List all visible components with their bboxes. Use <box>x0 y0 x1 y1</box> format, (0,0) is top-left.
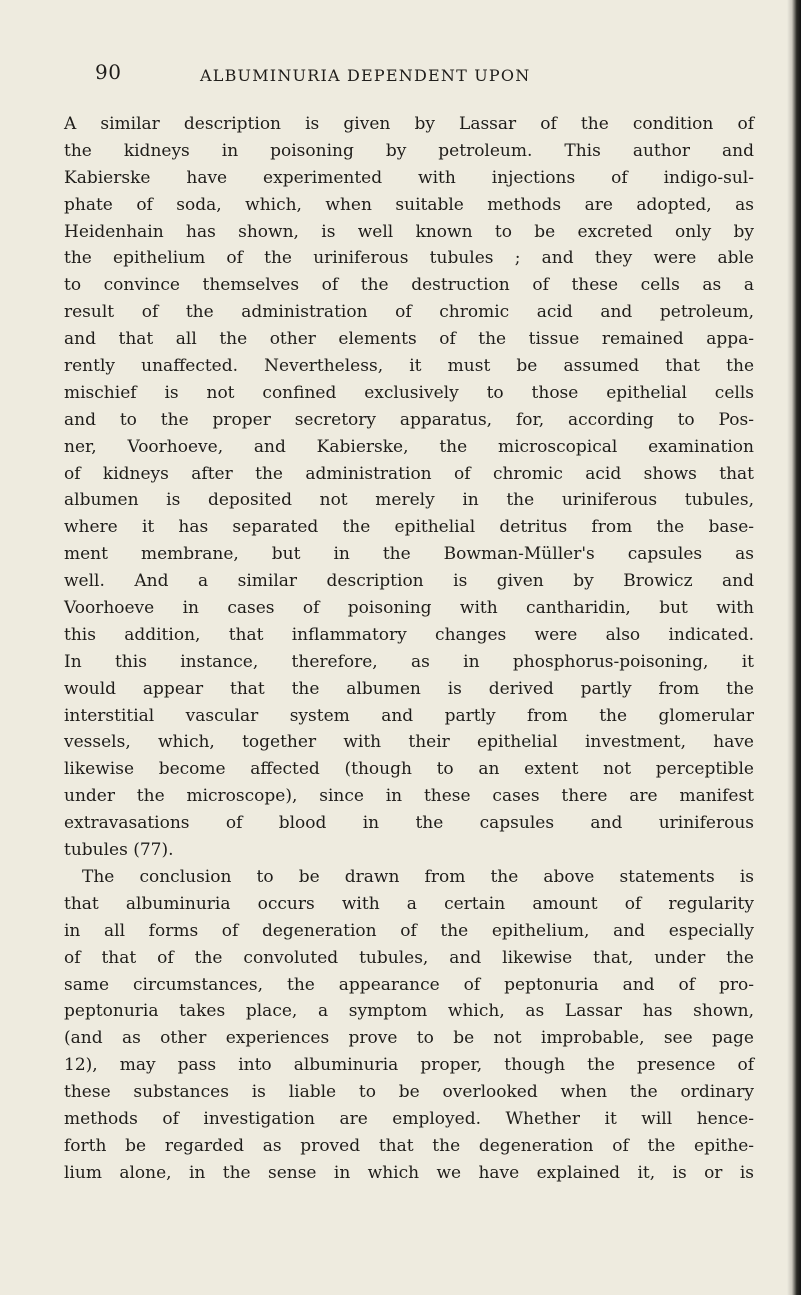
text-line: lium alone, in the sense in which we have explained it, is or is <box>64 1162 754 1183</box>
text-line: Heidenhain has shown, is well known to be excreted only by <box>64 221 754 242</box>
text-line: of that of the convoluted tubules, and likewise that, under the <box>64 947 754 968</box>
body-text <box>64 111 754 1187</box>
text-line: ner, Voorhoeve, and Kabierske, the microscopical examination <box>64 436 754 457</box>
text-line: these substances is liable to be overlooked when the ordinary <box>64 1082 754 1103</box>
text-line: tubules (77). <box>64 840 174 861</box>
text-line: of kidneys after the administration of chromic acid shows that <box>64 463 754 484</box>
text-line: the kidneys in poisoning by petroleum. This author and <box>64 140 754 161</box>
text-line: (and as other experiences prove to be not improbable, see page <box>64 1028 754 1049</box>
text-line: extravasations of blood in the capsules and uriniferous <box>64 813 754 834</box>
text-line: where it has separated the epithelial detritus from the base- <box>64 517 754 538</box>
text-line: that albuminuria occurs with a certain amount of regularity <box>64 893 754 914</box>
text-line: well. And a similar description is given by Browicz and <box>64 571 754 592</box>
text-line: this addition, that inflammatory changes were also indicated. <box>64 624 754 645</box>
running-head: ALBUMINURIA DEPENDENT UPON <box>200 66 531 85</box>
text-line: the epithelium of the uriniferous tubules ; and they were able <box>64 248 754 269</box>
text-line: likewise become affected (though to an extent not perceptible <box>64 759 754 780</box>
text-line: forth be regarded as proved that the degeneration of the epithe- <box>64 1135 754 1156</box>
text-line: The conclusion to be drawn from the above statements is <box>82 866 754 887</box>
text-line: in all forms of degeneration of the epithelium, and especially <box>64 920 754 941</box>
text-line: and that all the other elements of the tissue remained appa- <box>64 329 754 350</box>
text-line: mischief is not confined exclusively to those epithelial cells <box>64 382 754 403</box>
paragraph-2 <box>64 864 754 1187</box>
text-line: and to the proper secretory apparatus, for, according to Pos- <box>64 409 754 430</box>
text-line: Kabierske have experimented with injections of indigo-sul- <box>64 167 754 188</box>
text-line: In this instance, therefore, as in phosphorus-poisoning, it <box>64 651 754 672</box>
text-line: Voorhoeve in cases of poisoning with cantharidin, but with <box>64 598 754 619</box>
text-line: ment membrane, but in the Bowman-Müller's capsules as <box>64 544 754 565</box>
text-line: rently unaffected. Nevertheless, it must be assumed that the <box>64 356 754 377</box>
text-line: interstitial vascular system and partly from the glomerular <box>64 705 754 726</box>
text-line: albumen is deposited not merely in the uriniferous tubules, <box>64 490 754 511</box>
page-number: 90 <box>95 60 122 84</box>
text-line: same circumstances, the appearance of peptonuria and of pro- <box>64 974 754 995</box>
text-line: result of the administration of chromic acid and petroleum, <box>64 302 754 323</box>
text-line: under the microscope), since in these cases there are manifest <box>64 786 754 807</box>
page-edge-shadow <box>787 0 801 1295</box>
text-line: would appear that the albumen is derived partly from the <box>64 678 754 699</box>
text-line: A similar description is given by Lassar of the condition of <box>64 114 754 134</box>
text-line: phate of soda, which, when suitable methods are adopted, as <box>64 194 754 215</box>
text-line: 12), may pass into albuminuria proper, though the presence of <box>64 1055 754 1076</box>
text-line: to convince themselves of the destruction of these cells as a <box>64 275 754 296</box>
text-line: peptonuria takes place, a symptom which, as Lassar has shown, <box>64 1001 754 1022</box>
paragraph-1 <box>64 111 754 864</box>
text-line: methods of investigation are employed. Whether it will hence- <box>64 1108 754 1129</box>
text-line: vessels, which, together with their epithelial investment, have <box>64 732 754 753</box>
